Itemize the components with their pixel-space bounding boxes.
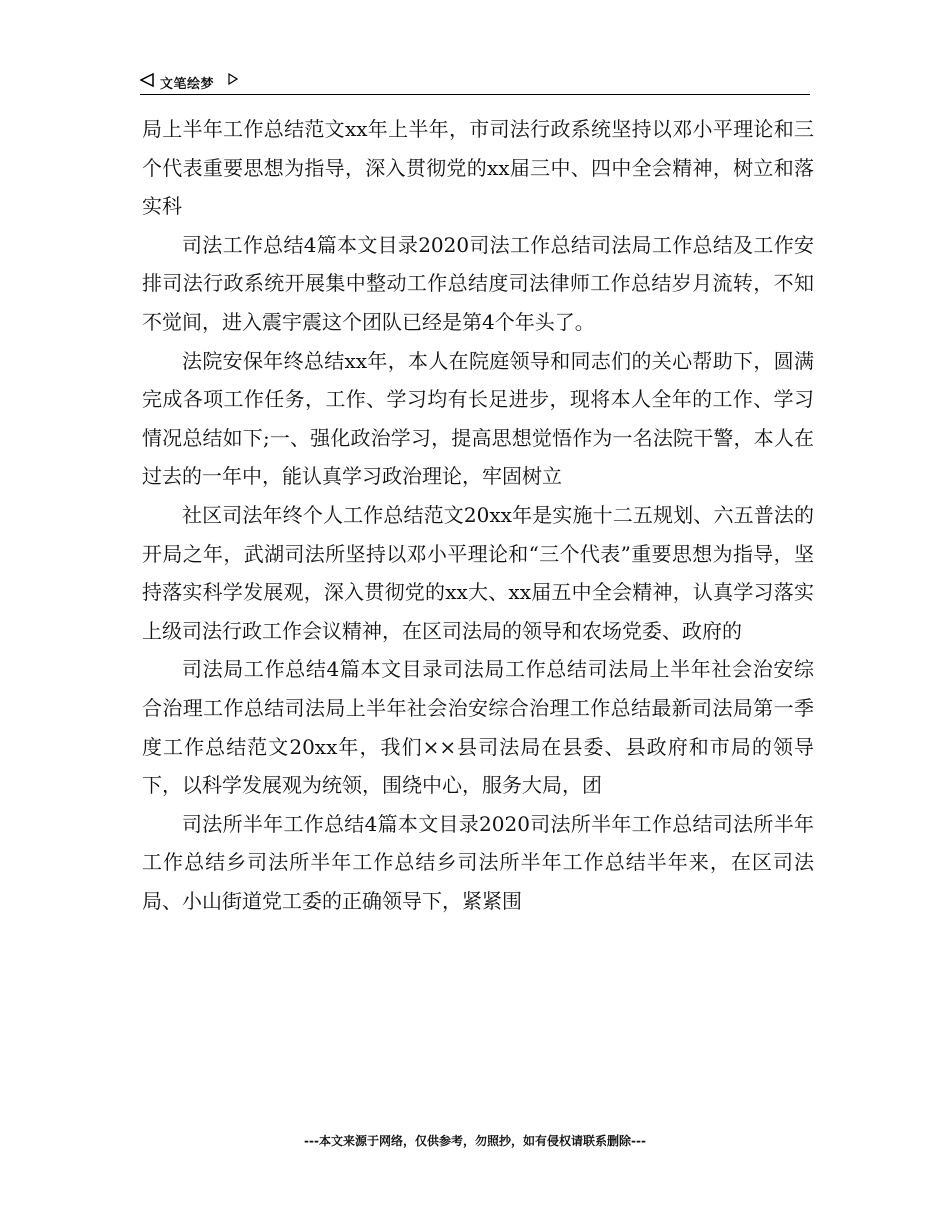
paragraph-2: 司法工作总结4篇本文目录2020司法工作总结司法局工作总结及工作安排司法行政系统开展集中整动工作总结度司法律师工作总结岁月流转，不知不觉间，进入震宇震这个团队已经是第4个年头了。 <box>142 232 814 334</box>
document-body <box>142 110 814 920</box>
page-header <box>140 70 810 95</box>
paragraph-3: 法院安保年终总结xx年，本人在院庭领导和同志们的关心帮助下，圆满完成各项工作任务，工作、学习均有长足进步，现将本人全年的工作、学习情况总结如下;一、强化政治学习，提高思想觉悟作为一名法院干警，本人在过去的一年中，能认真学习政治理论，牢固树立 <box>142 348 814 489</box>
header-title: 文笔绘梦 <box>160 77 215 92</box>
right-triangle-icon <box>228 73 238 85</box>
paragraph-1: 局上半年工作总结范文xx年上半年，市司法行政系统坚持以邓小平理论和三个代表重要思想为指导，深入贯彻党的xx届三中、四中全会精神，树立和落实科 <box>142 117 814 219</box>
paragraph-4: 社区司法年终个人工作总结范文20xx年是实施十二五规划、六五普法的开局之年，武湖司法所坚持以邓小平理论和“三个代表”重要思想为指导，坚持落实科学发展观，深入贯彻党的xx大、xx届五中全会精神，认真学习落实上级司法行政工作会议精神，在区司法局的领导和农场党委、政府的 <box>142 502 814 643</box>
left-triangle-icon <box>140 73 154 87</box>
page-footer: ---本文来源于网络，仅供参考，勿照抄，如有侵权请联系删除--- <box>304 1134 646 1148</box>
paragraph-5: 司法局工作总结4篇本文目录司法局工作总结司法局上半年社会治安综合治理工作总结司法局上半年社会治安综合治理工作总结最新司法局第一季度工作总结范文20xx年，我们××县司法局在县委、县政府和市局的领导下，以科学发展观为统领，围绕中心，服务大局，团 <box>142 657 814 798</box>
paragraph-6: 司法所半年工作总结4篇本文目录2020司法所半年工作总结司法所半年工作总结乡司法所半年工作总结乡司法所半年工作总结半年来，在区司法局、小山街道党工委的正确领导下，紧紧围 <box>142 811 814 913</box>
